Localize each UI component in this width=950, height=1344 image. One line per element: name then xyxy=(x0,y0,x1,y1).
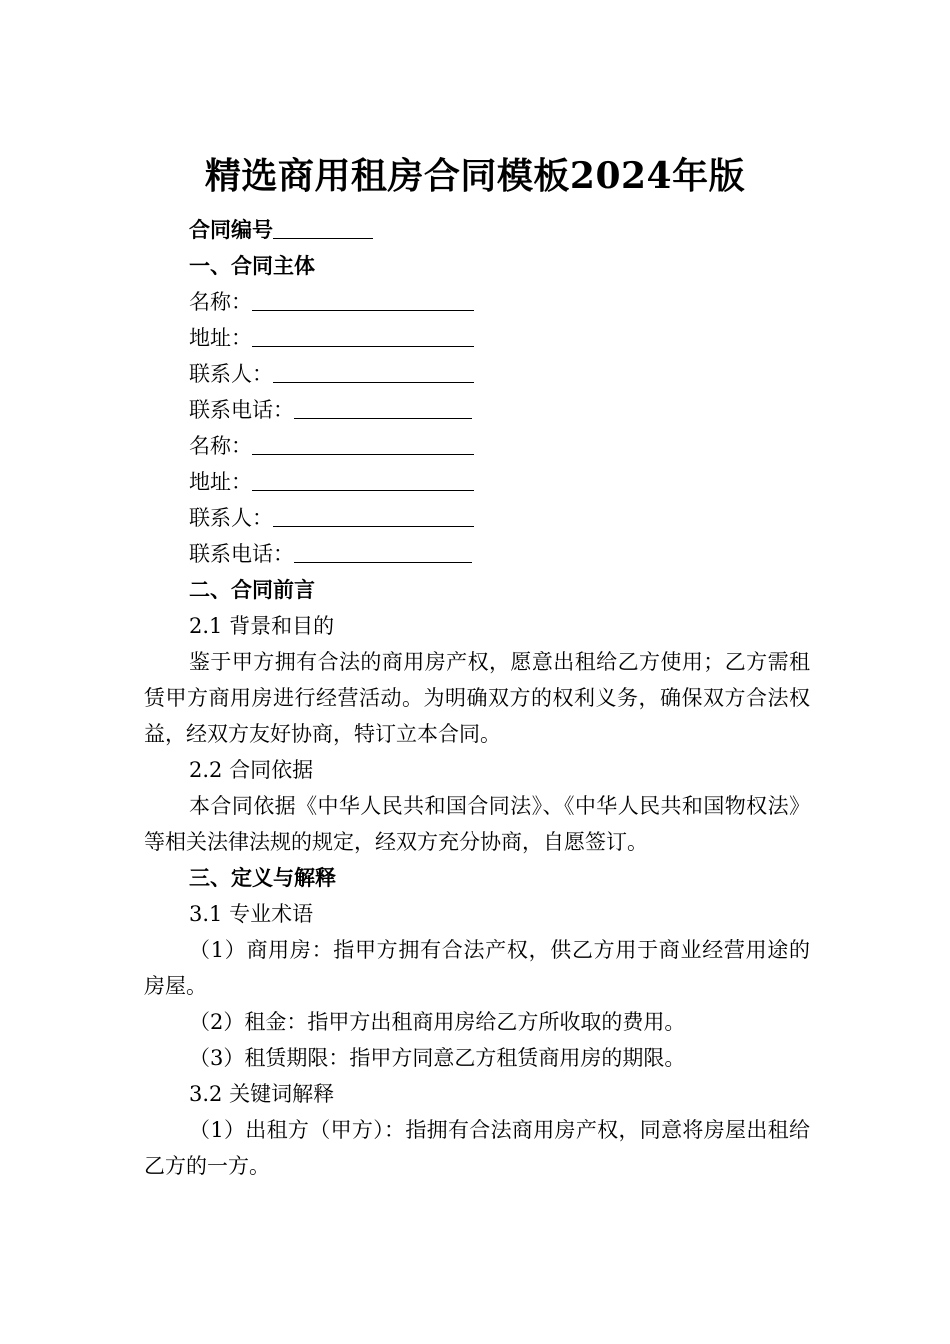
section-heading: 三、定义与解释 xyxy=(189,865,336,890)
field-line xyxy=(144,392,810,428)
field-label: 地址： xyxy=(189,470,252,494)
contract-number-blank xyxy=(273,214,373,239)
subsection-heading: 2.2 合同依据 xyxy=(189,758,314,782)
field-line xyxy=(144,356,810,392)
field-line xyxy=(144,536,810,572)
paragraph: 鉴于甲方拥有合法的商用房产权，愿意出租给乙方使用；乙方需租赁甲方商用房进行经营活动。为明确双方的权利义务，确保双方合法权益，经双方友好协商，特订立本合同。 xyxy=(144,650,810,746)
field-line xyxy=(144,320,810,356)
field-label: 名称： xyxy=(189,434,252,458)
field-label: 名称： xyxy=(189,290,252,314)
field-label: 联系电话： xyxy=(189,398,294,422)
section-heading: 二、合同前言 xyxy=(189,577,315,602)
field-blank xyxy=(252,430,474,455)
field-blank xyxy=(294,394,472,419)
field-blank xyxy=(252,466,474,491)
field-label: 联系人： xyxy=(189,506,273,530)
field-line xyxy=(144,500,810,536)
subsection-heading: 3.2 关键词解释 xyxy=(189,1082,335,1106)
subsection-heading: 3.1 专业术语 xyxy=(189,902,314,926)
subsection-heading: 2.1 背景和目的 xyxy=(189,614,335,638)
field-line xyxy=(144,428,810,464)
field-label: 地址： xyxy=(189,326,252,350)
field-label: 联系电话： xyxy=(189,542,294,566)
field-blank xyxy=(273,502,474,527)
field-blank xyxy=(252,322,474,347)
contract-number-label: 合同编号 xyxy=(189,217,273,242)
definition-item: （1）商用房：指甲方拥有合法产权，供乙方用于商业经营用途的房屋。 xyxy=(144,938,810,998)
contract-number-line xyxy=(144,212,810,248)
field-blank xyxy=(273,358,474,383)
document-title: 精选商用租房合同模板2024年版 xyxy=(204,155,746,197)
definition-item: （3）租赁期限：指甲方同意乙方租赁商用房的期限。 xyxy=(189,1046,686,1070)
definition-item: （2）租金：指甲方出租商用房给乙方所收取的费用。 xyxy=(189,1010,686,1034)
paragraph: 本合同依据《中华人民共和国合同法》、《中华人民共和国物权法》等相关法律法规的规定，经双方充分协商，自愿签订。 xyxy=(144,794,810,854)
field-label: 联系人： xyxy=(189,362,273,386)
field-blank xyxy=(252,286,474,311)
section-heading: 一、合同主体 xyxy=(189,253,315,278)
field-line xyxy=(144,464,810,500)
field-line xyxy=(144,284,810,320)
document-body xyxy=(144,212,810,1184)
field-blank xyxy=(294,538,472,563)
definition-item: （1）出租方（甲方）：指拥有合法商用房产权，同意将房屋出租给乙方的一方。 xyxy=(144,1118,810,1178)
